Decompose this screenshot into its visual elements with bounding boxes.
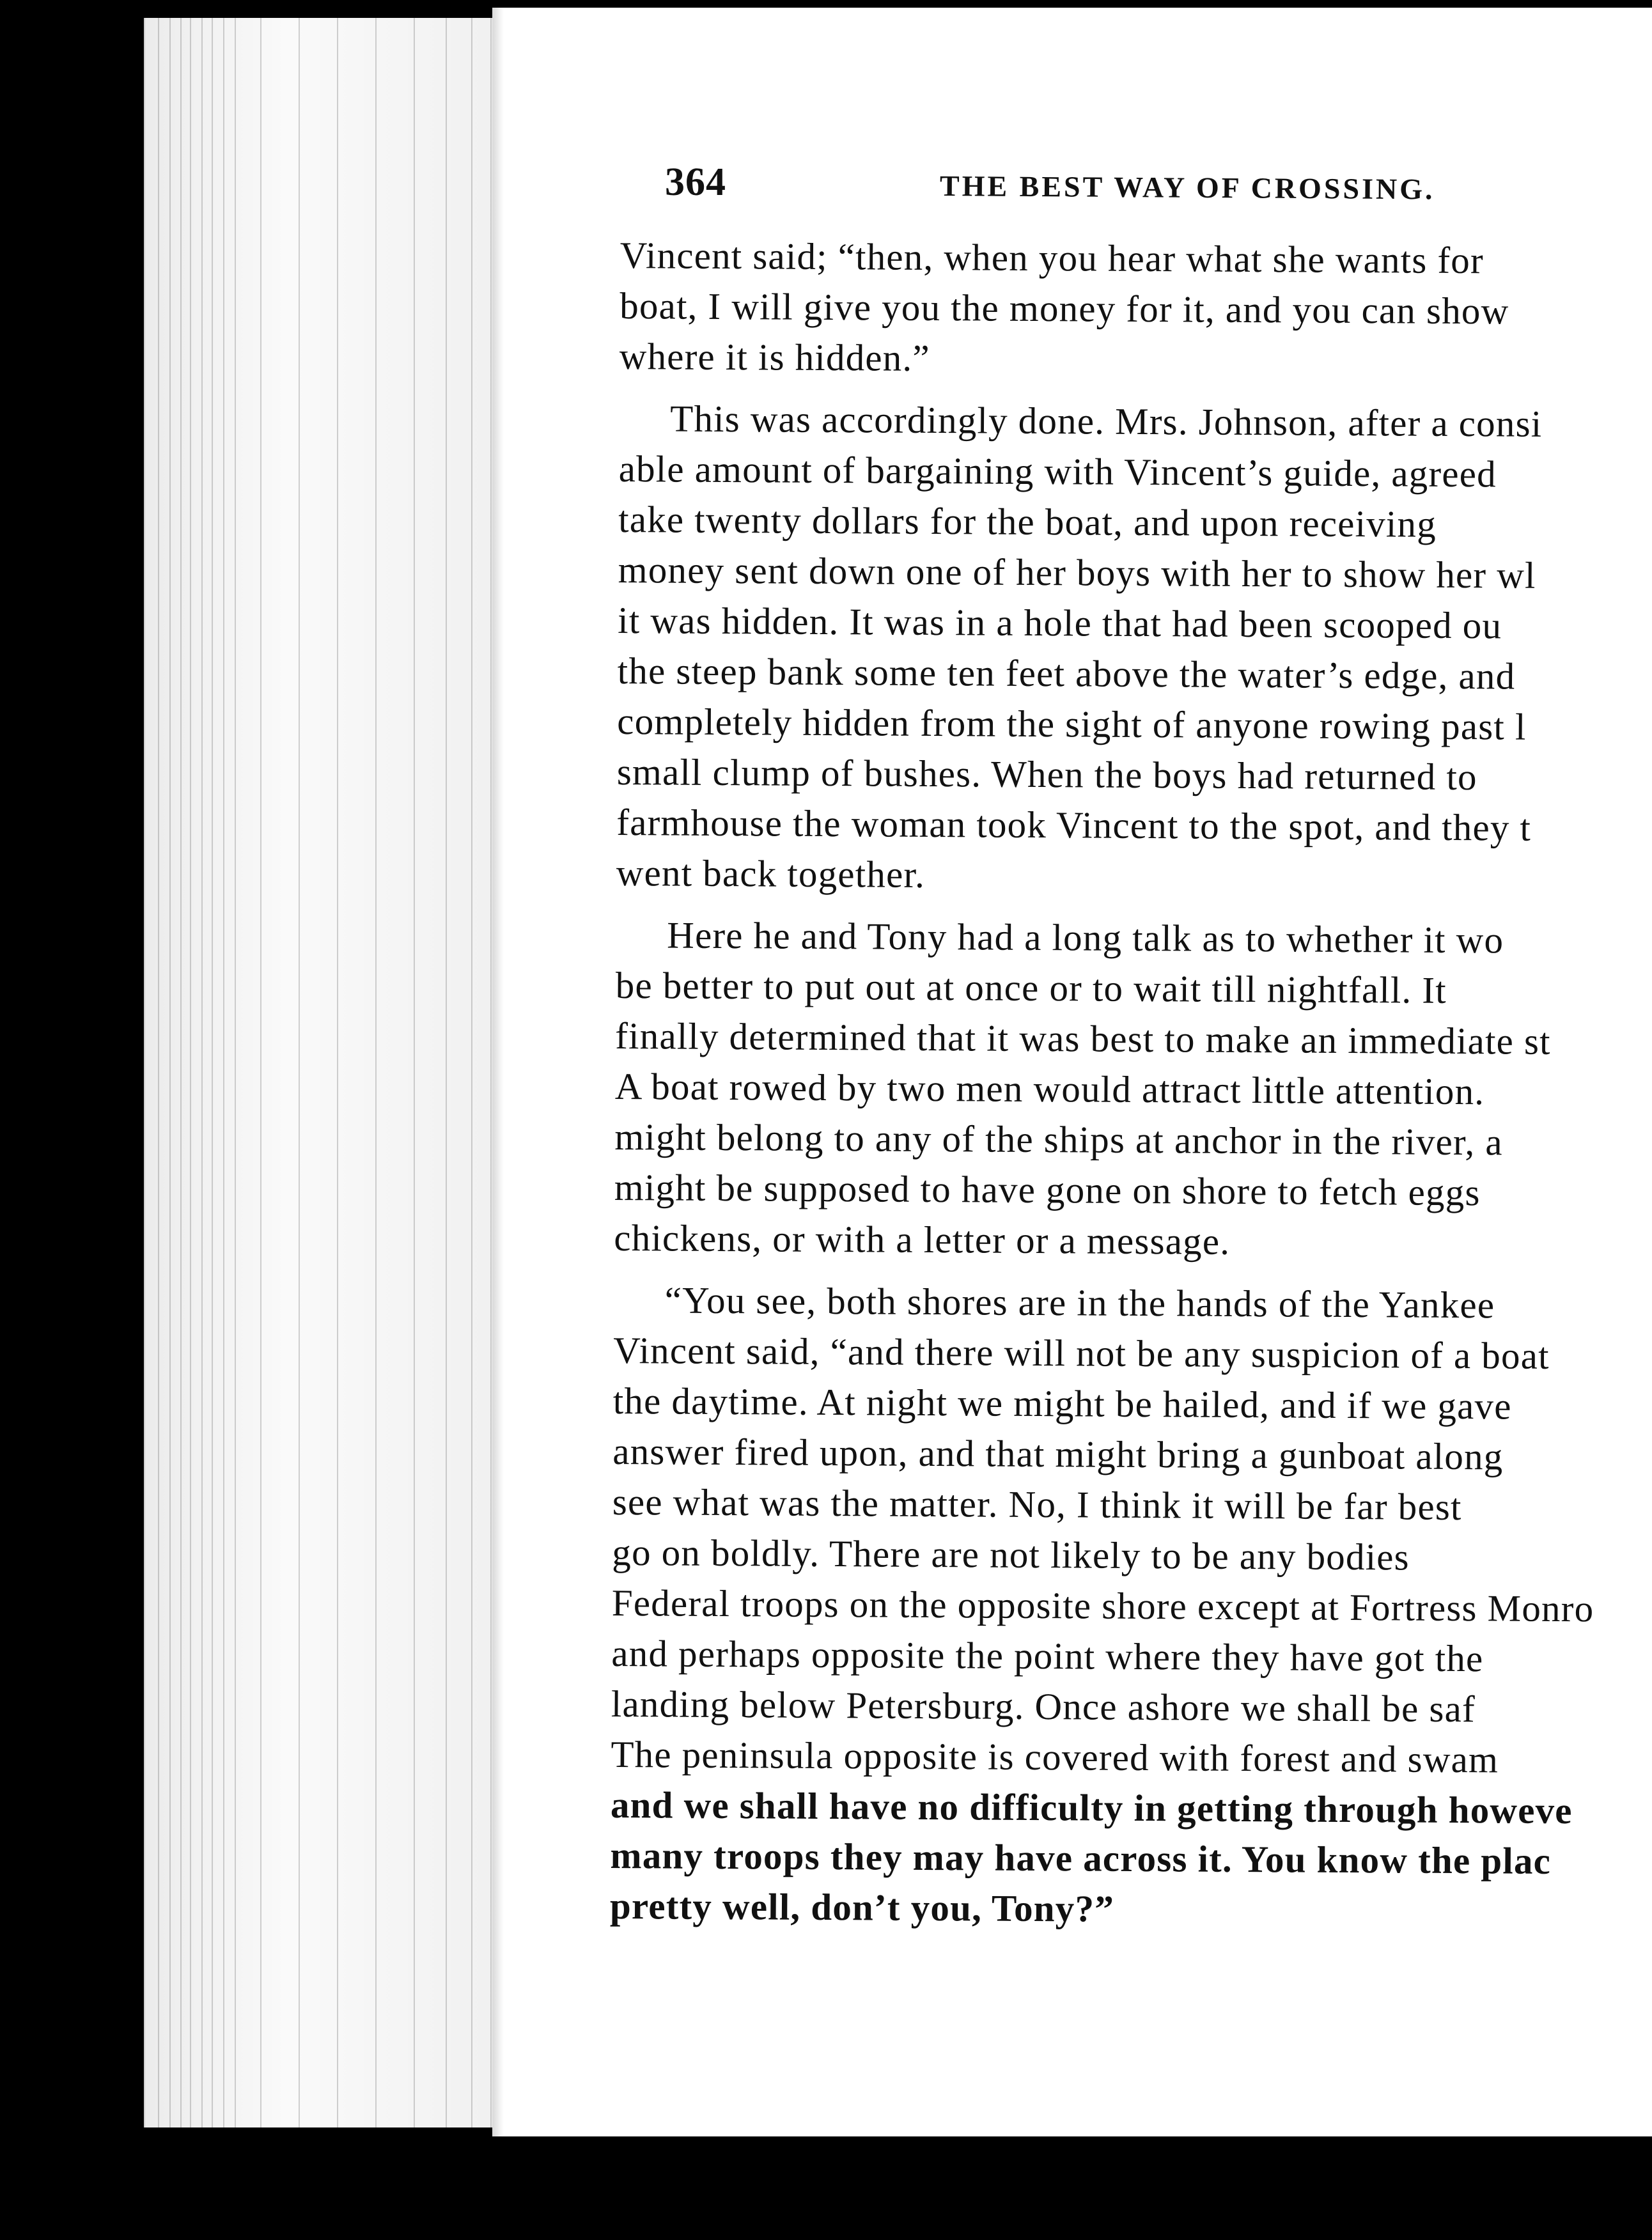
page-edges-stack bbox=[144, 18, 503, 2127]
body-text bbox=[610, 230, 1649, 1938]
text-line: farmhouse the woman took Vincent to the spot, and they t bbox=[616, 800, 1532, 849]
text-line: might belong to any of the ships at anchor in the river, a bbox=[614, 1115, 1504, 1163]
text-line: might be supposed to have gone on shore to fetch eggs bbox=[614, 1165, 1481, 1214]
text-line: able amount of bargaining with Vincent’s guide, agreed bbox=[618, 447, 1497, 495]
text-line: Vincent said; “then, when you hear what she wants for bbox=[620, 233, 1484, 282]
paragraph bbox=[616, 393, 1649, 905]
text-line: This was accordingly done. Mrs. Johnson, after a consi bbox=[670, 397, 1543, 445]
text-line: where it is hidden.” bbox=[619, 334, 931, 379]
text-line: and perhaps opposite the point where they have got the bbox=[611, 1631, 1484, 1680]
text-line: Federal troops on the opposite shore except at Fortress Monro bbox=[611, 1581, 1594, 1630]
text-line: “You see, both shores are in the hands of the Yankee bbox=[664, 1279, 1495, 1326]
text-line: chickens, or with a letter or a message. bbox=[614, 1216, 1231, 1263]
page-number: 364 bbox=[665, 160, 726, 204]
text-line: answer fired upon, and that might bring a gunboat along bbox=[612, 1429, 1504, 1478]
text-line: small clump of bushes. When the boys had returned to bbox=[616, 750, 1477, 798]
paragraph bbox=[614, 910, 1645, 1270]
text-line: completely hidden from the sight of anyone rowing past l bbox=[617, 699, 1527, 748]
text-line: Vincent said, “and there will not be any suspicion of a boat bbox=[613, 1328, 1550, 1377]
text-line: pretty well, don’t you, Tony?” bbox=[609, 1884, 1115, 1930]
text-line: A boat rowed by two men would attract little attention. bbox=[614, 1064, 1485, 1113]
text-line: finally determined that it was best to make an immediate st bbox=[615, 1014, 1551, 1062]
text-line: Here he and Tony had a long talk as to whether it wo bbox=[667, 914, 1504, 961]
text-line: went back together. bbox=[616, 851, 926, 896]
text-line: and we shall have no difficulty in getting through howeve bbox=[610, 1783, 1573, 1832]
text-line: The peninsula opposite is covered with forest and swam bbox=[611, 1732, 1499, 1781]
text-line: take twenty dollars for the boat, and upon receiving bbox=[618, 497, 1437, 545]
text-line: landing below Petersburg. Once ashore we shall be saf bbox=[611, 1682, 1476, 1731]
text-line: many troops they may have across it. You know the plac bbox=[610, 1833, 1552, 1882]
text-line: it was hidden. It was in a hole that had been scooped ou bbox=[618, 598, 1502, 647]
text-line: the daytime. At night we might be hailed, and if we gave bbox=[612, 1379, 1512, 1427]
paragraph bbox=[620, 230, 1649, 388]
text-line: see what was the matter. No, I think it will be far best bbox=[612, 1480, 1462, 1528]
text-line: boat, I will give you the money for it, and you can show bbox=[620, 284, 1509, 332]
text-line: money sent down one of her boys with her to show her wl bbox=[618, 548, 1536, 596]
text-line: be better to put out at once or to wait till nightfall. It bbox=[615, 963, 1447, 1011]
running-head bbox=[665, 160, 1649, 230]
text-line: the steep bank some ten feet above the water’s edge, and bbox=[617, 649, 1516, 697]
paragraph bbox=[610, 1275, 1643, 1938]
text-line: go on boldly. There are not likely to be any bodies bbox=[612, 1530, 1410, 1578]
running-title: THE BEST WAY OF CROSSING. bbox=[939, 169, 1435, 206]
